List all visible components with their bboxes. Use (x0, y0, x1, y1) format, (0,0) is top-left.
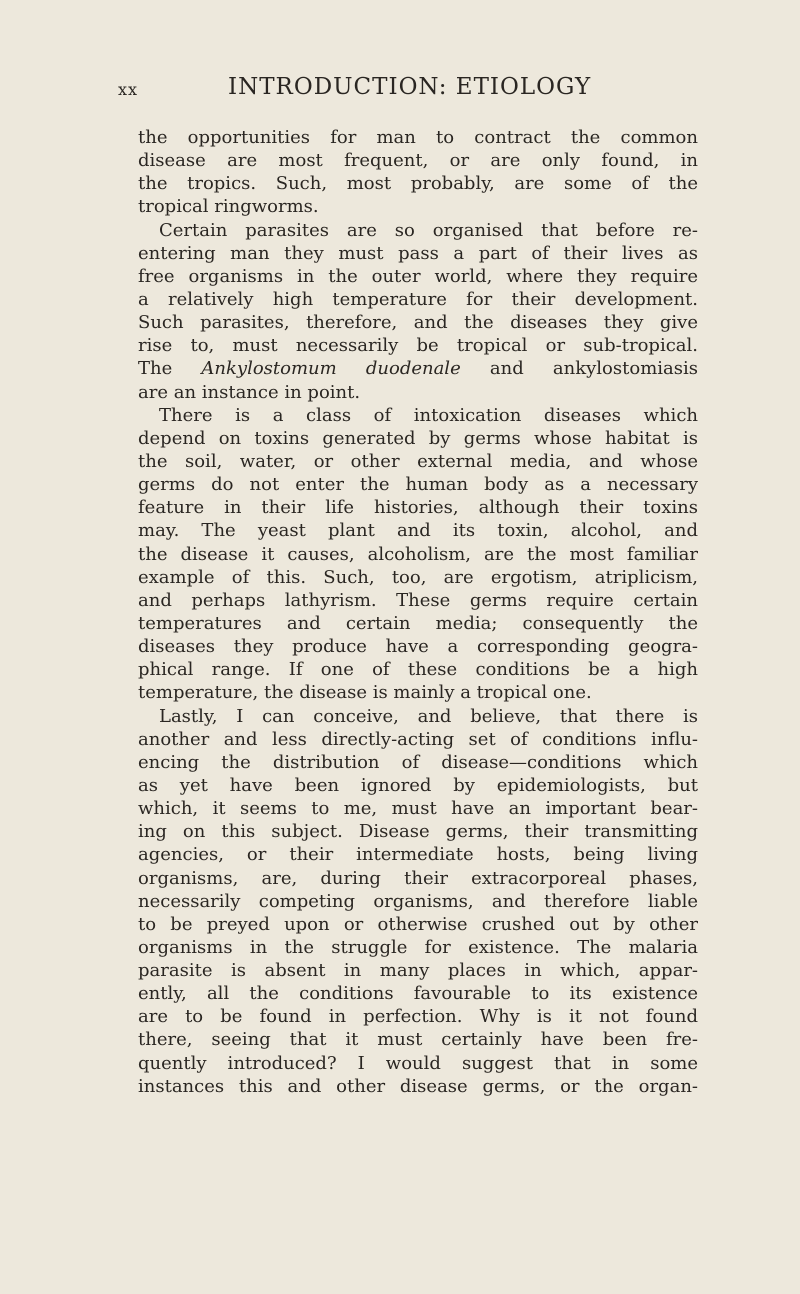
text-line: a relatively high temperature for their development. (138, 288, 698, 310)
text-line: the disease it causes, alcoholism, are the most familiar (138, 543, 698, 565)
chapter-title: INTRODUCTION: ETIOLOGY (228, 74, 592, 100)
text-line-pre: The (138, 358, 202, 380)
text-line (138, 357, 698, 380)
text-line: which, it seems to me, must have an important bear- (138, 798, 698, 820)
text-line: Certain parasites are so organised that before re- (159, 219, 698, 241)
text-line: to be preyed upon or otherwise crushed out by other (138, 913, 698, 935)
text-line: another and less directly-acting set of conditions influ- (138, 728, 698, 750)
text-line: there, seeing that it must certainly have been fre- (138, 1029, 698, 1051)
text-line: rise to, must necessarily be tropical or sub-tropical. (138, 335, 698, 357)
text-line: may. The yeast plant and its toxin, alcohol, and (138, 520, 698, 542)
text-line: depend on toxins generated by germs whose habitat is (138, 427, 698, 449)
text-line: as yet have been ignored by epidemiologists, but (138, 774, 698, 796)
text-line: organisms, are, during their extracorporeal phases, (138, 867, 698, 889)
text-line-post: and ankylostomiasis (460, 358, 698, 380)
page-number: xx (118, 80, 139, 99)
text-line: instances this and other disease germs, or the organ- (138, 1075, 698, 1097)
text-line: the tropics. Such, most probably, are some of the (138, 173, 698, 195)
body-text (138, 126, 698, 1098)
text-line: agencies, or their intermediate hosts, being living (138, 844, 698, 866)
text-line: temperatures and certain media; consequently the (138, 612, 698, 634)
text-line: and perhaps lathyrism. These germs require certain (138, 589, 698, 611)
text-line: free organisms in the outer world, where they require (138, 265, 698, 287)
text-line: phical range. If one of these conditions be a high (138, 659, 698, 681)
text-line: organisms in the struggle for existence. The malaria (138, 936, 698, 958)
text-line: the soil, water, or other external media, and whose (138, 450, 698, 472)
running-head (118, 74, 710, 108)
text-line: temperature, the disease is mainly a tropical one. (138, 682, 592, 704)
text-line: entering man they must pass a part of their lives as (138, 242, 698, 264)
text-line: quently introduced? I would suggest that in some (138, 1052, 698, 1074)
text-line: are an instance in point. (138, 381, 361, 403)
text-line: Such parasites, therefore, and the diseases they give (138, 312, 698, 334)
text-line: Lastly, I can conceive, and believe, that there is (159, 705, 698, 727)
text-line: feature in their life histories, although their toxins (138, 497, 698, 519)
text-line: ing on this subject. Disease germs, their transmitting (138, 821, 698, 843)
text-line: encing the distribution of disease—conditions which (138, 751, 698, 773)
text-line: tropical ringworms. (138, 196, 319, 218)
species-name: Ankylostomum duodenale (201, 358, 461, 380)
text-line: example of this. Such, too, are ergotism, atriplicism, (138, 566, 698, 588)
text-line: are to be found in perfection. Why is it not found (138, 1006, 698, 1028)
text-line: disease are most frequent, or are only found, in (138, 150, 698, 172)
text-line: parasite is absent in many places in which, appar- (138, 960, 698, 982)
text-line: ently, all the conditions favourable to its existence (138, 983, 698, 1005)
text-line: diseases they produce have a corresponding geogra- (138, 636, 698, 658)
text-line: There is a class of intoxication diseases which (159, 404, 698, 426)
text-line: germs do not enter the human body as a necessary (138, 474, 698, 496)
text-line: necessarily competing organisms, and therefore liable (138, 890, 698, 912)
text-line: the opportunities for man to contract the common (138, 127, 698, 148)
